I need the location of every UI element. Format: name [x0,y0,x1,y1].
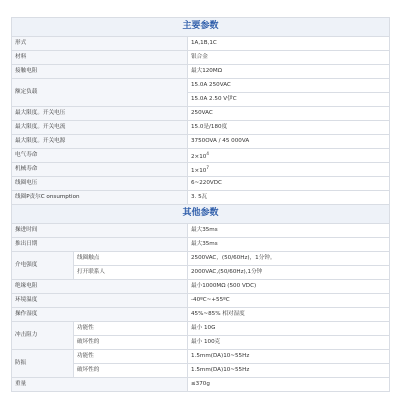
mechanical-life-label: 机械寿命 [12,163,188,177]
form-value: 1A,1B,1C [188,37,390,51]
max-switch-power-label: 最大限度。开关电源 [12,135,188,149]
mechanical-life-exponent: 7 [206,164,209,170]
humidity-label: 操作湿度 [12,308,188,322]
operate-time-value: 最大35ms [188,224,390,238]
release-time-label: 推出日期 [12,238,188,252]
humidity-value: 45%~85% 相对湿度 [188,308,390,322]
rated-load-label: 额定负载 [12,79,188,107]
vibration-destructive-value: 1.5mm(DA)10~55Hz [188,364,390,378]
mechanical-life-value [188,163,390,177]
shock-destructive-value: 最小 100克 [188,336,390,350]
shock-functional-label: 功能性 [74,322,188,336]
spec-table [11,17,390,392]
electrical-life-base: 2×10 [191,153,207,160]
weight-value: ≤370g [188,378,390,392]
insulation-value: 最小1000MΩ (500 VDC) [188,280,390,294]
shock-label: 冲击阻力 [12,322,74,350]
max-switch-voltage-value: 250VAC [188,107,390,121]
electrical-life-value [188,149,390,163]
ambient-temp-label: 环境温度 [12,294,188,308]
release-time-value: 最大35ms [188,238,390,252]
max-switch-voltage-label: 最大限度。开关电压 [12,107,188,121]
spec-page [11,17,389,392]
dielectric-open-contact-label: 打开联系人 [74,266,188,280]
vibration-label: 防振 [12,350,74,378]
dielectric-coil-contact-label: 线圈触点 [74,252,188,266]
dielectric-open-contact-value: 2000VAC,(50/60Hz),1分钟 [188,266,390,280]
electrical-life-label: 电气寿命 [12,149,188,163]
rated-load-value-1: 15.0A 250VAC [188,79,390,93]
mechanical-life-base: 1×10 [191,167,207,174]
weight-label: 重量 [12,378,188,392]
max-switch-power-value: 3750OVA / 45 000VA [188,135,390,149]
vibration-functional-label: 功能性 [74,350,188,364]
max-switch-current-label: 最大限度。开关电流 [12,121,188,135]
shock-destructive-label: 破坏性的 [74,336,188,350]
rated-load-value-2: 15.0A 2.50 V伊C [188,93,390,107]
vibration-functional-value: 1.5mm(DA)10~55Hz [188,350,390,364]
contact-resistance-value: 最大120MΩ [188,65,390,79]
coil-power-value: 3. 5瓦 [188,191,390,205]
main-params-title: 主要参数 [12,18,390,37]
dielectric-label: 介电强度 [12,252,74,280]
insulation-label: 绝缘电阻 [12,280,188,294]
max-switch-current-value: 15.0是/180度 [188,121,390,135]
coil-voltage-label: 线圈电压 [12,177,188,191]
coil-power-label: 线圈P责尔C onsumption [12,191,188,205]
ambient-temp-value: -40ºC~+55ºC [188,294,390,308]
other-params-title: 其他参数 [12,205,390,224]
coil-voltage-value: 6~220VDC [188,177,390,191]
material-label: 材料 [12,51,188,65]
electrical-life-exponent: 4 [206,150,209,156]
shock-functional-value: 最小 10G [188,322,390,336]
contact-resistance-label: 接触电阻 [12,65,188,79]
dielectric-coil-contact-value: 2500VAC，(50/60Hz)，1分钟。 [188,252,390,266]
operate-time-label: 操进时间 [12,224,188,238]
vibration-destructive-label: 破坏性的 [74,364,188,378]
material-value: 银合金 [188,51,390,65]
form-label: 形式 [12,37,188,51]
